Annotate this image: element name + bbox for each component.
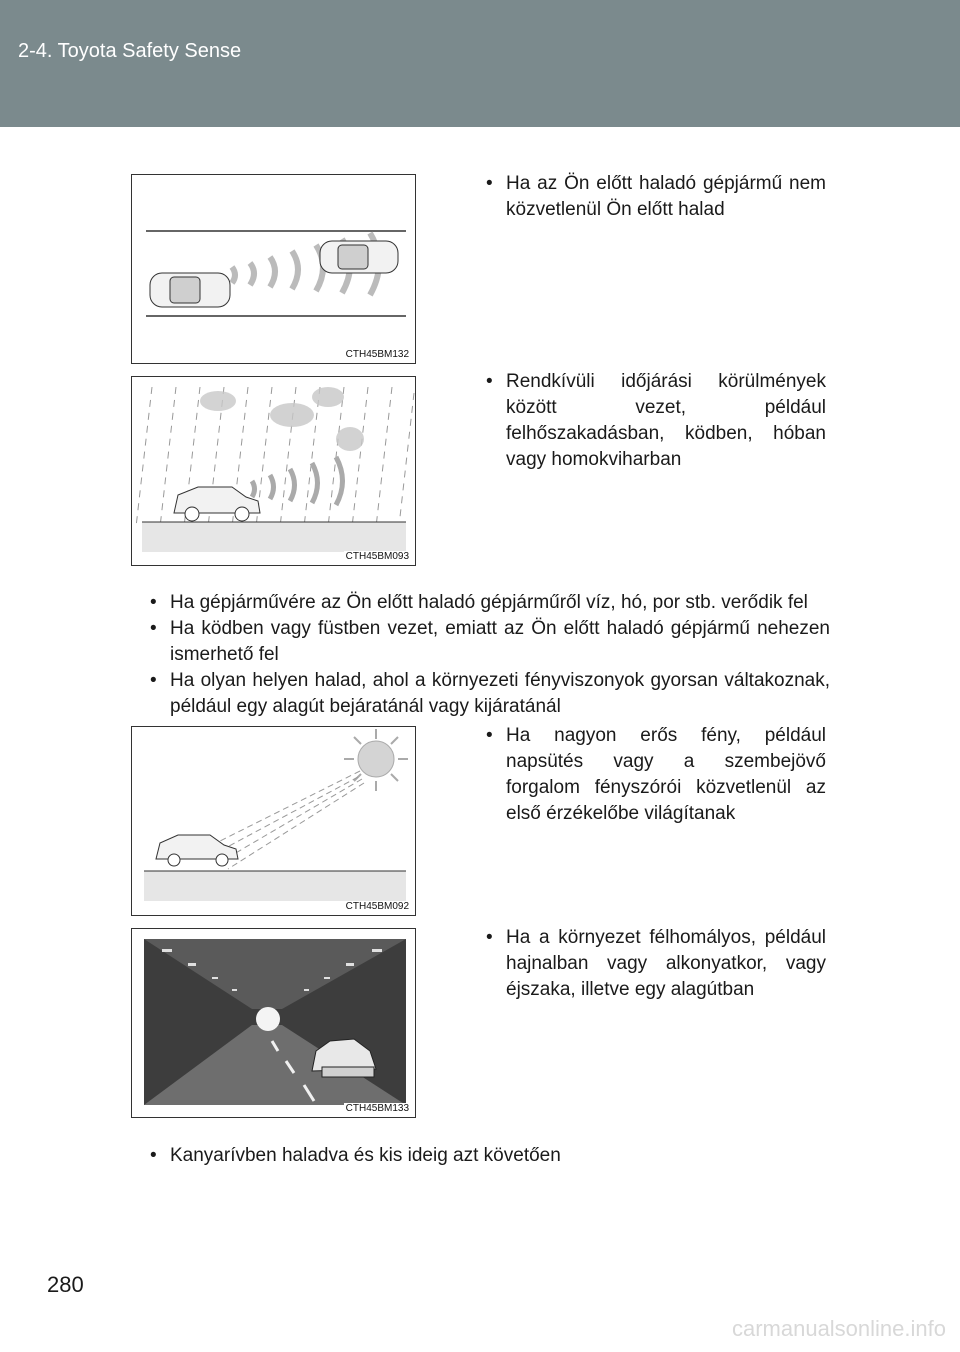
list-item: • Ha ködben vagy füstben vezet, emiatt az Ön előtt haladó gépjármű nehezen ismerhető fel [150, 618, 830, 665]
offset-vehicle-illustration [132, 175, 417, 365]
watermark: carmanualsonline.info [731, 1316, 946, 1341]
caption-bad-weather: • Rendkívüli időjárási körülmények között vezet, például felhőszakadásban, ködben, hóban vagy homokviharban [486, 371, 826, 470]
car-icon [156, 835, 238, 866]
figure-tunnel [131, 928, 416, 1118]
section-title: 2-4. Toyota Safety Sense [18, 40, 242, 62]
figure-code: CTH45BM133 [345, 1103, 409, 1114]
list-item: • Ha gépjárművére az Ön előtt haladó gépjárműről víz, hó, por stb. verődik fel [150, 592, 808, 613]
figure-bad-weather [131, 376, 416, 566]
list-item: • Kanyarívben haladva és kis ideig azt követően [150, 1145, 561, 1166]
tunnel-illustration [132, 929, 417, 1119]
page-number: 280 [47, 1272, 84, 1297]
car-icon [174, 487, 260, 521]
list-item: • Ha olyan helyen halad, ahol a környezeti fényviszonyok gyorsan váltakoznak, például egy alagút bejáratánál vagy kijáratánál [150, 670, 830, 717]
curve-condition-list [150, 1143, 830, 1169]
figure-code: CTH45BM093 [345, 551, 409, 562]
strong-light-illustration [132, 727, 417, 917]
figure-strong-light [131, 726, 416, 916]
condition-list [150, 590, 830, 720]
caption-offset-vehicle: • Ha az Ön előtt haladó gépjármű nem közvetlenül Ön előtt halad [486, 173, 826, 220]
caption-strong-light: • Ha nagyon erős fény, például napsütés vagy a szembejövő forgalom fényszórói közvetlenül az első érzékelőbe világítanak [486, 725, 826, 824]
own-car-icon [150, 273, 230, 307]
caption-tunnel: • Ha a környezet félhomályos, például hajnalban vagy alkonyatkor, vagy éjszaka, illetve egy alagútban [486, 927, 826, 1000]
figure-code: CTH45BM132 [345, 349, 409, 360]
figure-code: CTH45BM092 [345, 901, 409, 912]
leading-car-icon [320, 241, 398, 273]
figure-offset-vehicle [131, 174, 416, 364]
sun-icon [358, 741, 394, 777]
bad-weather-illustration [132, 377, 417, 567]
page-header [0, 0, 960, 127]
